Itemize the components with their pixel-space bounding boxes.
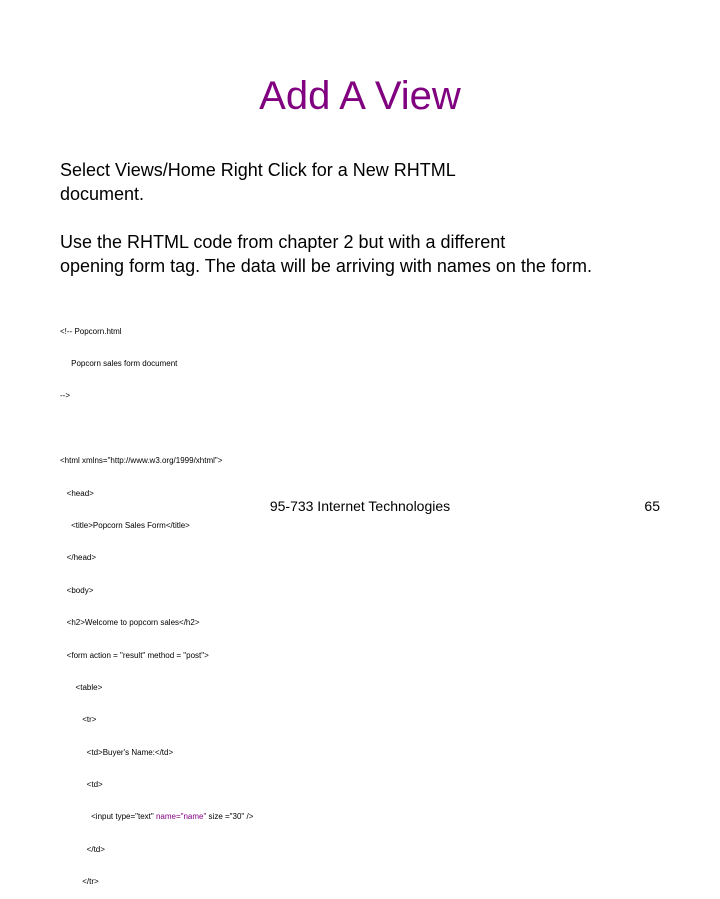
paragraph-line: document.	[60, 184, 145, 204]
code-line: <!-- Popcorn.html	[60, 326, 122, 336]
code-line: <table>	[60, 682, 103, 692]
code-line: </tr>	[60, 877, 99, 887]
code-line: -->	[60, 391, 70, 401]
code-input-start: <input type="text"	[60, 812, 156, 822]
code-line: <td>Buyer's Name:</td>	[60, 747, 174, 757]
paragraph-line: Use the RHTML code from chapter 2 but with a different	[60, 232, 506, 252]
code-input-tail: size ="30" />	[206, 812, 254, 822]
code-line: <body>	[60, 585, 94, 595]
slide-title: Add A View	[259, 74, 461, 118]
code-line: <h2>Welcome to popcorn sales</h2>	[60, 618, 200, 628]
code-listing	[60, 305, 660, 899]
instruction-paragraph-2	[60, 230, 680, 278]
paragraph-line: opening form tag. The data will be arriving with names on the form.	[60, 256, 592, 276]
code-line: <form action = "result" method = "post">	[60, 650, 209, 660]
code-line: <title>Popcorn Sales Form</title>	[60, 520, 190, 530]
code-line: <html xmlns="http://www.w3.org/1999/xhtml">	[60, 456, 223, 466]
code-line: <tr>	[60, 715, 97, 725]
instruction-paragraph-1	[60, 158, 680, 206]
footer-course-name: 95-733 Internet Technologies	[269, 498, 451, 514]
slide-number: 65	[644, 498, 660, 514]
code-line: </td>	[60, 844, 105, 854]
code-line-input	[60, 812, 660, 823]
code-line: <td>	[60, 780, 103, 790]
code-name-attribute: name="name"	[155, 812, 207, 822]
code-line	[60, 424, 660, 435]
code-line: <head>	[60, 488, 94, 498]
paragraph-line: Select Views/Home Right Click for a New RHTML	[60, 160, 456, 180]
code-line: </head>	[60, 553, 97, 563]
code-line: Popcorn sales form document	[60, 358, 178, 368]
